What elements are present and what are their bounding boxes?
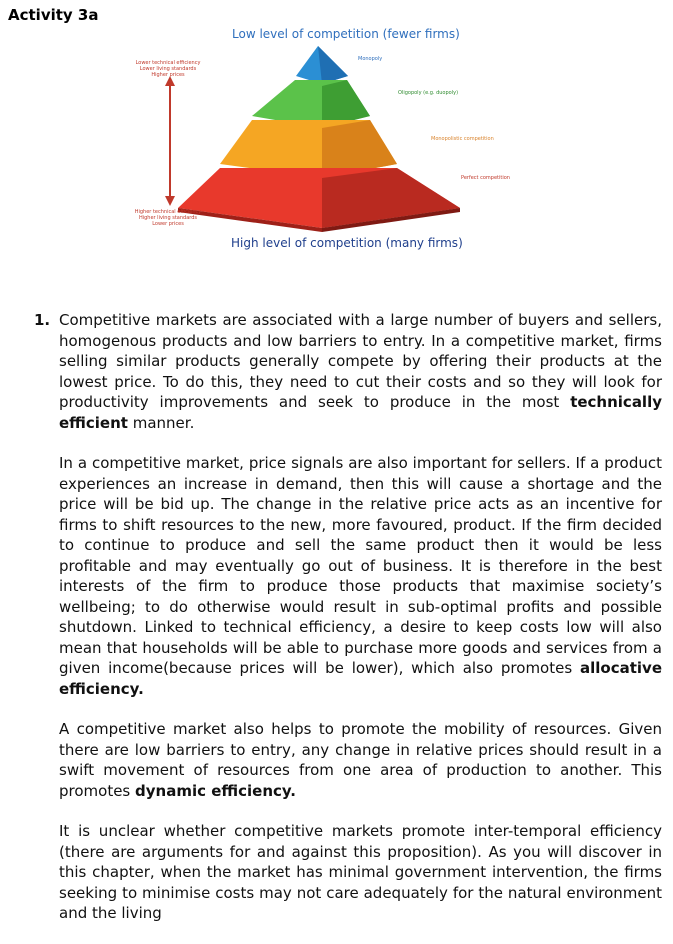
high-competition-label: High level of competition (many firms)	[231, 236, 463, 250]
side-note-bottom-line: Lower prices	[152, 221, 184, 227]
side-note-top-line: Lower living standards	[139, 66, 197, 72]
item-number: 1.	[34, 311, 51, 329]
side-note-top-line: Lower technical efficiency	[135, 60, 201, 66]
competition-pyramid-figure	[0, 0, 673, 270]
level-label-oligopoly: Oligopoly (e.g. duopoly)	[398, 90, 459, 96]
side-note-bottom-line: Higher technical efficiency	[134, 209, 202, 215]
paragraph-dynamic-efficiency	[59, 719, 662, 801]
paragraph-technical-efficiency	[59, 310, 662, 433]
paragraph-text: Competitive markets are associated with a large number of buyers and sellers, homogenous products and low barriers to entry. In a competitive market, firms selling similar products generally compete by offering their products at the lowest price. To do this, they need to cut their costs and so they will look for productivity improvements and seek to produce in the most	[59, 311, 662, 411]
paragraph-text: In a competitive market, price signals are also important for sellers. If a product experiences an increase in demand, then this will cause a shortage and the price will be bid up. The change in the relative price acts as an incentive for firms to shift resources to the new, more favoured, product. If the firm decided to continue to produce and sell the same product then it would be less profitable and may eventually go out of business. It is therefore in the best interests of the firm to produce those products that maximise society’s wellbeing; to do otherwise would result in sub-optimal profits and possible shutdown. Linked to technical efficiency, a desire to keep costs low will also mean that households will be able to purchase more goods and services from a given income(because prices will be lower), which also promotes	[59, 454, 662, 677]
term-technically-efficient: technically efficient	[59, 393, 662, 432]
side-note-top-line: Higher prices	[151, 72, 185, 78]
activity-heading: Activity 3a	[8, 6, 99, 24]
term-dynamic-efficiency: dynamic efficiency.	[135, 781, 297, 800]
term-allocative-efficiency: allocative efficiency.	[59, 659, 662, 698]
side-note-bottom-line: Higher living standards	[138, 215, 198, 221]
paragraph-intertemporal-efficiency	[59, 821, 662, 924]
pyramid-graphic	[0, 0, 673, 270]
level-label-perfect: Perfect competition	[461, 175, 510, 181]
side-note-bottom	[133, 209, 203, 227]
paragraph-text: manner.	[127, 413, 195, 432]
low-competition-label: Low level of competition (fewer firms)	[232, 27, 460, 41]
arrow-down-head	[165, 196, 175, 206]
side-note-top	[133, 60, 203, 78]
level-label-monopoly: Monopoly	[358, 56, 383, 62]
paragraph-allocative-efficiency	[59, 453, 662, 699]
level-label-monopolistic: Monopolistic competition	[431, 136, 494, 142]
activity-content	[34, 310, 662, 944]
paragraph-text: It is unclear whether competitive markets promote inter-temporal efficiency (there are arguments for and against this proposition). As you will discover in this chapter, when the market has minimal government intervention, the firms seeking to minimise costs may not care adequately for the natural environment and the living	[59, 822, 662, 922]
paragraph-text: A competitive market also helps to promote the mobility of resources. Given there are low barriers to entry, any change in relative prices should result in a swift movement of resources from one area of production to another. This promotes	[59, 720, 662, 800]
